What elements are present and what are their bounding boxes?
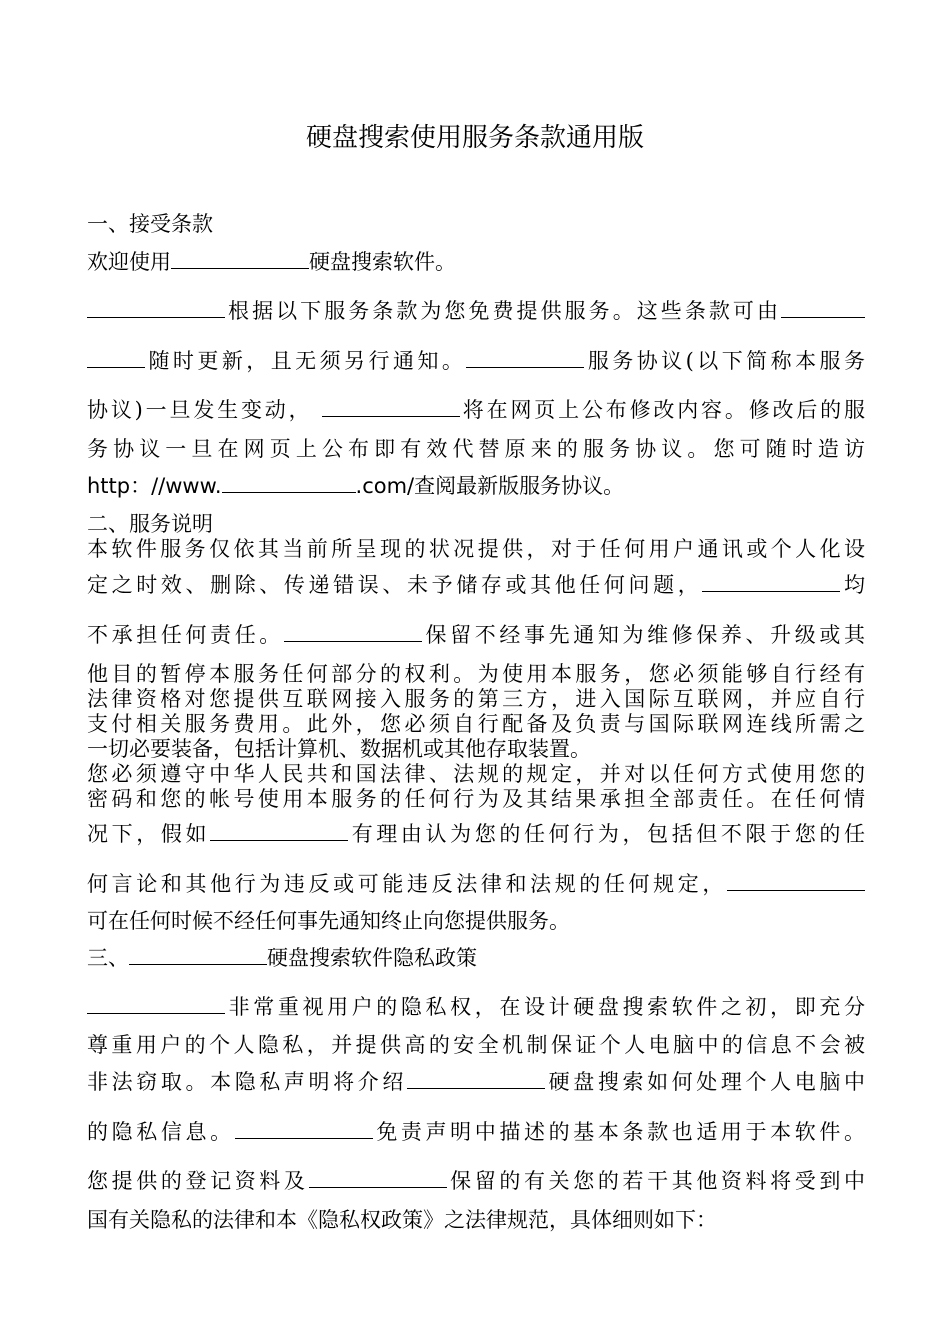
fill-in-blank	[87, 297, 225, 318]
fill-in-blank	[781, 297, 865, 318]
paragraph-line	[87, 248, 865, 276]
paragraph-line: 他目的暂停本服务任何部分的权利。为使用本服务，您必须能够自行经有	[87, 662, 865, 686]
paragraph-line	[87, 571, 865, 599]
section-heading-accept-terms: 一、接受条款	[87, 212, 213, 236]
fill-in-blank	[407, 1068, 545, 1089]
fill-in-blank	[222, 472, 356, 493]
text-run: 硬盘搜索软件隐私政策	[267, 946, 477, 970]
paragraph-line	[87, 621, 865, 649]
fill-in-blank	[87, 347, 145, 368]
paragraph-line	[87, 297, 865, 325]
text-run: 保留不经事先通知为维修保养、升级或其	[421, 623, 865, 647]
text-run: 均	[840, 573, 865, 597]
paragraph-line	[87, 870, 865, 898]
text-run: 免责声明中描述的基本条款也适用于本软件。	[372, 1120, 865, 1144]
paragraph-line: 您必须遵守中华人民共和国法律、法规的规定，并对以任何方式使用您的	[87, 762, 865, 786]
paragraph-line: 可在任何时候不经任何事先通知终止向您提供服务。	[87, 909, 570, 933]
text-run: 何言论和其他行为违反或可能违反法律和法规的任何规定，	[87, 872, 727, 896]
fill-in-blank	[129, 944, 267, 965]
paragraph-line	[87, 1167, 865, 1195]
text-run: 您提供的登记资料及	[87, 1169, 309, 1193]
paragraph-line	[87, 472, 865, 500]
text-run: 硬盘搜索软件。	[309, 250, 456, 274]
text-run: 的隐私信息。	[87, 1120, 235, 1144]
document-title: 硬盘搜索使用服务条款通用版	[305, 123, 644, 153]
paragraph-line	[87, 993, 865, 1021]
text-run: 根据以下服务条款为您免费提供服务。这些条款可由	[225, 299, 781, 323]
text-run: 硬盘搜索如何处理个人电脑中	[545, 1070, 865, 1094]
paragraph-line	[87, 347, 865, 375]
text-run: 定之时效、删除、传递错误、未予储存或其他任何问题，	[87, 573, 703, 597]
text-run: 保留的有关您的若干其他资料将受到中	[446, 1169, 865, 1193]
fill-in-blank	[87, 993, 225, 1014]
text-run: 三、	[87, 946, 129, 970]
fill-in-blank	[235, 1118, 373, 1139]
text-run: 非常重视用户的隐私权，在设计硬盘搜索软件之初，即充分	[225, 995, 865, 1019]
text-run: 有理由认为您的任何行为，包括但不限于您的任	[348, 822, 865, 846]
paragraph-line	[87, 396, 865, 424]
section-heading-service-description: 二、服务说明	[87, 512, 213, 536]
paragraph-line: 国有关隐私的法律和本《隐私权政策》之法律规范，具体细则如下：	[87, 1208, 717, 1232]
paragraph-line: 务协议一旦在网页上公布即有效代替原来的服务协议。您可随时造访	[87, 437, 865, 461]
text-run: 不承担任何责任。	[87, 623, 284, 647]
section-heading-privacy-policy	[87, 944, 865, 972]
text-run: 将在网页上公布修改内容。修改后的服	[459, 398, 865, 422]
text-run: 协议)一旦发生变动，	[87, 398, 313, 422]
paragraph-line: 本软件服务仅依其当前所呈现的状况提供，对于任何用户通讯或个人化设	[87, 537, 865, 561]
fill-in-blank	[284, 621, 422, 642]
text-run: 欢迎使用	[87, 250, 171, 274]
fill-in-blank	[309, 1167, 447, 1188]
text-run: 非法窃取。本隐私声明将介绍	[87, 1070, 407, 1094]
paragraph-line	[87, 820, 865, 848]
paragraph-line: 支付相关服务费用。此外，您必须自行配备及负责与国际联网连线所需之	[87, 712, 865, 736]
paragraph-line: 法律资格对您提供互联网接入服务的第三方，进入国际互联网，并应自行	[87, 687, 865, 711]
text-run: 随时更新，且无须另行通知。	[145, 349, 467, 373]
fill-in-blank	[727, 870, 865, 891]
fill-in-blank	[702, 571, 840, 592]
url-text: http：//www.	[87, 474, 222, 498]
text-run: 服务协议(以下简称本服务	[584, 349, 865, 373]
url-text: .com/查阅最新版服务协议。	[355, 474, 625, 498]
fill-in-blank	[322, 396, 460, 417]
paragraph-line	[87, 1068, 865, 1096]
text-run: 况下，假如	[87, 822, 211, 846]
paragraph-line: 一切必要装备，包括计算机、数据机或其他存取装置。	[87, 737, 591, 761]
paragraph-line	[87, 1118, 865, 1146]
fill-in-blank	[466, 347, 584, 368]
paragraph-line: 密码和您的帐号使用本服务的任何行为及其结果承担全部责任。在任何情	[87, 787, 865, 811]
fill-in-blank	[210, 820, 348, 841]
fill-in-blank	[171, 248, 309, 269]
paragraph-line: 尊重用户的个人隐私，并提供高的安全机制保证个人电脑中的信息不会被	[87, 1033, 865, 1057]
